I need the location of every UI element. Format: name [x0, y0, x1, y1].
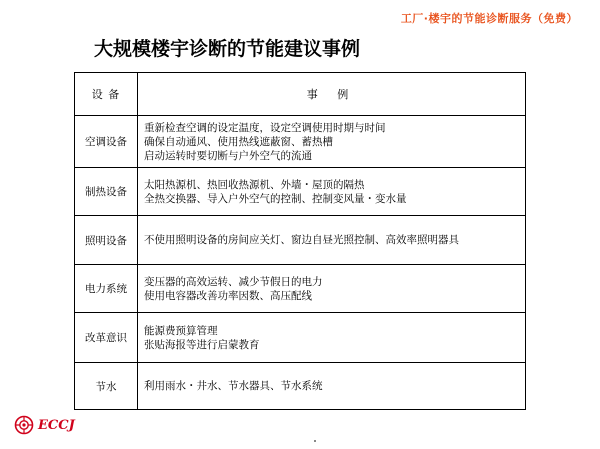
- row-line: 能源费预算管理: [144, 324, 218, 337]
- row-line: 启动运转时要切断与户外空气的流通: [144, 149, 312, 162]
- table-row: [75, 363, 526, 410]
- row-label: 照明设备: [75, 216, 138, 265]
- row-line: 变压器的高效运转、减少节假日的电力: [144, 275, 323, 288]
- row-line: 不使用照明设备的房间应关灯、窗边自昼光照控制、高效率照明器具: [144, 234, 459, 246]
- row-content: [138, 265, 526, 313]
- row-content: [138, 363, 526, 410]
- row-line: 重新检查空调的设定温度，设定空调使用时期与时间: [144, 121, 386, 134]
- row-label: 制热设备: [75, 168, 138, 216]
- column-header-equipment: 设 备: [75, 73, 138, 116]
- row-line: 太阳热源机、热回收热源机、外墙・屋顶的隔热: [144, 178, 365, 191]
- row-content: [138, 313, 526, 363]
- eccj-logo: [14, 415, 75, 435]
- row-label: 改革意识: [75, 313, 138, 363]
- row-label: 空调设备: [75, 116, 138, 168]
- column-header-examples: 事 例: [138, 73, 526, 116]
- row-label: 电力系统: [75, 265, 138, 313]
- row-line: 全热交换器、导入户外空气的控制、控制变风量・变水量: [144, 192, 407, 205]
- page-dot: [314, 440, 316, 442]
- row-line: 利用雨水・井水、节水器具、节水系统: [144, 380, 323, 392]
- row-content: [138, 116, 526, 168]
- row-line: 使用电容器改善功率因数、高压配线: [144, 289, 312, 302]
- logo-text: ECCJ: [38, 417, 75, 433]
- page-title: 大规模楼宇诊断的节能建议事例: [94, 38, 361, 60]
- header-service-title: 工厂·楼宇的节能诊断服务（免费）: [400, 12, 578, 25]
- row-line: 确保自动通风、使用热线遮蔽窗、蓄热槽: [144, 135, 333, 148]
- row-line: 张贴海报等进行启蒙教育: [144, 338, 260, 351]
- row-label: 节水: [75, 363, 138, 410]
- table-row: [75, 216, 526, 265]
- energy-saving-table: [74, 72, 526, 410]
- row-content: [138, 168, 526, 216]
- table-row: [75, 313, 526, 363]
- row-content: [138, 216, 526, 265]
- eccj-logo-icon: [14, 415, 34, 435]
- table-row: [75, 116, 526, 168]
- table-row: [75, 265, 526, 313]
- table-row: [75, 168, 526, 216]
- table-header-row: [75, 73, 526, 116]
